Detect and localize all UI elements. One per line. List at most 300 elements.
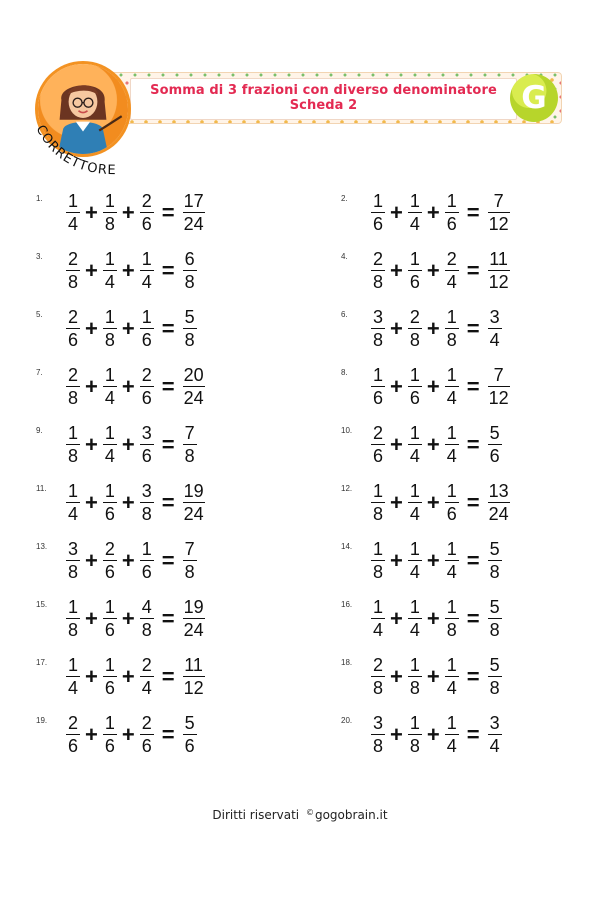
fraction-bar (445, 212, 459, 213)
problem-number: 18. (341, 658, 353, 667)
second-fraction-numerator: 1 (104, 307, 115, 327)
fraction-bar (140, 212, 154, 213)
result-fraction-numerator: 5 (489, 539, 500, 559)
fraction-bar (488, 502, 510, 503)
equals-sign: = (161, 663, 175, 689)
fraction-expression (66, 540, 197, 581)
result-fraction-numerator: 6 (184, 249, 195, 269)
first-fraction-denominator: 6 (372, 214, 383, 235)
result-fraction (183, 598, 205, 639)
plus-sign: + (426, 489, 440, 515)
third-fraction-denominator: 4 (446, 388, 457, 409)
second-fraction-numerator: 1 (104, 597, 115, 617)
third-fraction (140, 250, 154, 291)
fraction-expression (371, 714, 502, 755)
third-fraction-numerator: 1 (446, 365, 457, 385)
result-fraction (183, 192, 205, 233)
teacher-avatar-icon (38, 64, 128, 154)
third-fraction-denominator: 4 (446, 562, 457, 583)
equals-sign: = (466, 721, 480, 747)
fraction-bar (445, 270, 459, 271)
first-fraction (66, 192, 80, 233)
first-fraction-numerator: 1 (372, 481, 383, 501)
fraction-bar (445, 386, 459, 387)
result-fraction-numerator: 7 (493, 191, 504, 211)
result-fraction-denominator: 4 (489, 330, 500, 351)
fraction-bar (408, 270, 422, 271)
plus-sign: + (121, 547, 135, 573)
third-fraction-denominator: 6 (141, 214, 152, 235)
fraction-expression (66, 482, 205, 523)
equals-sign: = (466, 605, 480, 631)
second-fraction-denominator: 4 (409, 446, 420, 467)
second-fraction (103, 424, 117, 465)
second-fraction (103, 656, 117, 697)
fraction-bar (103, 328, 117, 329)
plus-sign: + (390, 605, 403, 631)
fraction-bar (183, 444, 197, 445)
second-fraction-numerator: 1 (104, 249, 115, 269)
result-fraction-numerator: 19 (183, 481, 204, 501)
plus-sign: + (426, 663, 440, 689)
second-fraction-numerator: 1 (409, 597, 420, 617)
third-fraction-numerator: 4 (141, 597, 152, 617)
result-fraction (488, 308, 502, 349)
problem-item (36, 365, 341, 409)
plus-sign: + (390, 721, 403, 747)
problem-number: 2. (341, 194, 348, 203)
fraction-expression (371, 192, 510, 233)
fraction-bar (445, 444, 459, 445)
fraction-bar (140, 270, 154, 271)
equals-sign: = (161, 199, 175, 225)
third-fraction-numerator: 1 (141, 307, 152, 327)
fraction-bar (66, 212, 80, 213)
fraction-bar (140, 734, 154, 735)
plus-sign: + (85, 315, 98, 341)
second-fraction-denominator: 8 (104, 330, 115, 351)
first-fraction-denominator: 8 (372, 330, 383, 351)
fraction-bar (103, 618, 117, 619)
worksheet-subtitle: Scheda 2 (289, 98, 358, 113)
third-fraction-denominator: 6 (141, 388, 152, 409)
svg-text:CORRETTORE: CORRETTORE (32, 122, 117, 179)
footer-site-text: gogobrain.it (314, 808, 388, 822)
problem-item (36, 655, 341, 699)
third-fraction (140, 366, 154, 407)
plus-sign: + (121, 721, 135, 747)
result-fraction-denominator: 8 (184, 272, 195, 293)
third-fraction (140, 656, 154, 697)
problem-number: 12. (341, 484, 353, 493)
fraction-expression (371, 308, 502, 349)
plus-sign: + (426, 199, 440, 225)
result-fraction (488, 424, 502, 465)
third-fraction (445, 424, 459, 465)
result-fraction-numerator: 17 (183, 191, 204, 211)
plus-sign: + (85, 547, 98, 573)
worksheet-title: Somma di 3 frazioni con diverso denominatore (150, 83, 497, 99)
problem-number: 5. (36, 310, 43, 319)
problem-number: 19. (36, 716, 48, 725)
third-fraction-denominator: 4 (446, 272, 457, 293)
first-fraction-denominator: 4 (67, 678, 78, 699)
fraction-bar (488, 734, 502, 735)
fraction-bar (408, 444, 422, 445)
fraction-bar (140, 560, 154, 561)
first-fraction (66, 598, 80, 639)
problem-item (36, 307, 341, 351)
fraction-bar (103, 560, 117, 561)
second-fraction (103, 250, 117, 291)
third-fraction-numerator: 1 (141, 249, 152, 269)
result-fraction-denominator: 8 (184, 446, 195, 467)
equals-sign: = (466, 199, 480, 225)
fraction-bar (183, 386, 205, 387)
first-fraction-denominator: 8 (372, 504, 383, 525)
fraction-bar (371, 676, 385, 677)
second-fraction (408, 540, 422, 581)
first-fraction-denominator: 8 (372, 562, 383, 583)
third-fraction (445, 366, 459, 407)
plus-sign: + (390, 315, 403, 341)
fraction-bar (183, 676, 205, 677)
fraction-bar (103, 386, 117, 387)
title-banner (130, 78, 517, 120)
equals-sign: = (466, 257, 480, 283)
third-fraction (445, 656, 459, 697)
fraction-bar (66, 618, 80, 619)
problem-number: 8. (341, 368, 348, 377)
copyright-footer (0, 808, 600, 822)
second-fraction (103, 366, 117, 407)
second-fraction-denominator: 4 (104, 388, 115, 409)
fraction-bar (66, 386, 80, 387)
equals-sign: = (161, 373, 175, 399)
second-fraction-denominator: 8 (409, 330, 420, 351)
plus-sign: + (85, 199, 98, 225)
second-fraction-denominator: 8 (409, 736, 420, 757)
result-fraction (488, 714, 502, 755)
second-fraction-numerator: 1 (409, 423, 420, 443)
equals-sign: = (161, 315, 175, 341)
second-fraction-denominator: 6 (104, 620, 115, 641)
first-fraction-denominator: 8 (67, 388, 78, 409)
result-fraction-denominator: 24 (488, 504, 509, 525)
third-fraction-denominator: 4 (446, 736, 457, 757)
second-fraction (408, 308, 422, 349)
problem-number: 9. (36, 426, 43, 435)
g-logo-letter: G (521, 80, 547, 116)
first-fraction-denominator: 8 (372, 736, 383, 757)
first-fraction-denominator: 8 (372, 678, 383, 699)
third-fraction-denominator: 8 (446, 620, 457, 641)
result-fraction-numerator: 20 (183, 365, 204, 385)
second-fraction-numerator: 1 (409, 713, 420, 733)
result-fraction-denominator: 8 (489, 562, 500, 583)
first-fraction-denominator: 4 (372, 620, 383, 641)
third-fraction-numerator: 2 (141, 655, 152, 675)
third-fraction-numerator: 1 (446, 191, 457, 211)
problem-number: 11. (36, 484, 47, 493)
equals-sign: = (161, 489, 175, 515)
equals-sign: = (466, 315, 480, 341)
result-fraction-numerator: 19 (183, 597, 204, 617)
first-fraction-denominator: 8 (67, 562, 78, 583)
fraction-bar (371, 212, 385, 213)
problem-number: 16. (341, 600, 353, 609)
first-fraction (371, 424, 385, 465)
first-fraction (66, 482, 80, 523)
fraction-bar (66, 734, 80, 735)
first-fraction (66, 540, 80, 581)
first-fraction-numerator: 2 (67, 249, 78, 269)
first-fraction-denominator: 8 (372, 272, 383, 293)
fraction-bar (183, 734, 197, 735)
plus-sign: + (121, 605, 135, 631)
fraction-bar (488, 560, 502, 561)
plus-sign: + (426, 431, 440, 457)
first-fraction-numerator: 2 (372, 655, 383, 675)
second-fraction (103, 598, 117, 639)
plus-sign: + (121, 199, 135, 225)
fraction-bar (488, 618, 502, 619)
result-fraction (488, 482, 510, 523)
fraction-bar (371, 444, 385, 445)
result-fraction (183, 656, 205, 697)
fraction-bar (488, 676, 502, 677)
result-fraction-denominator: 24 (183, 504, 204, 525)
result-fraction-denominator: 6 (489, 446, 500, 467)
result-fraction-numerator: 11 (489, 249, 508, 269)
fraction-expression (66, 424, 197, 465)
result-fraction-numerator: 5 (489, 423, 500, 443)
second-fraction-numerator: 1 (409, 481, 420, 501)
fraction-bar (488, 444, 502, 445)
fraction-bar (183, 618, 205, 619)
problem-item (341, 307, 556, 351)
problem-item (341, 481, 556, 525)
problem-number: 14. (341, 542, 353, 551)
fraction-bar (140, 386, 154, 387)
second-fraction-numerator: 1 (409, 191, 420, 211)
fraction-expression (66, 366, 205, 407)
second-fraction-numerator: 1 (409, 539, 420, 559)
result-fraction-denominator: 12 (488, 272, 509, 293)
result-fraction-denominator: 8 (184, 562, 195, 583)
fraction-bar (408, 618, 422, 619)
first-fraction-numerator: 1 (372, 597, 383, 617)
second-fraction-numerator: 2 (409, 307, 420, 327)
result-fraction-denominator: 12 (488, 388, 509, 409)
second-fraction-numerator: 1 (409, 365, 420, 385)
second-fraction (408, 598, 422, 639)
plus-sign: + (121, 431, 135, 457)
first-fraction-numerator: 1 (67, 597, 78, 617)
fraction-bar (445, 676, 459, 677)
result-fraction (488, 192, 510, 233)
fraction-expression (371, 424, 502, 465)
fraction-bar (66, 560, 80, 561)
plus-sign: + (426, 257, 440, 283)
second-fraction (408, 250, 422, 291)
problem-item (36, 597, 341, 641)
first-fraction (371, 250, 385, 291)
first-fraction-denominator: 6 (372, 388, 383, 409)
worksheet-header (32, 60, 572, 179)
equals-sign: = (466, 431, 480, 457)
result-fraction (183, 540, 197, 581)
result-fraction-denominator: 12 (488, 214, 509, 235)
fraction-bar (66, 270, 80, 271)
problem-number: 20. (341, 716, 353, 725)
third-fraction-denominator: 6 (141, 330, 152, 351)
problem-number: 17. (36, 658, 48, 667)
fraction-bar (408, 212, 422, 213)
result-fraction (488, 540, 502, 581)
fraction-bar (445, 560, 459, 561)
second-fraction-denominator: 8 (104, 214, 115, 235)
second-fraction-denominator: 4 (104, 446, 115, 467)
second-fraction-denominator: 4 (409, 620, 420, 641)
second-fraction (103, 714, 117, 755)
problem-item (36, 481, 341, 525)
third-fraction (445, 308, 459, 349)
fraction-bar (445, 502, 459, 503)
result-fraction-denominator: 24 (183, 620, 204, 641)
plus-sign: + (390, 489, 403, 515)
plus-sign: + (390, 547, 403, 573)
third-fraction (140, 308, 154, 349)
equals-sign: = (161, 431, 175, 457)
second-fraction-numerator: 1 (104, 365, 115, 385)
first-fraction (371, 192, 385, 233)
copyright-symbol: © (305, 808, 314, 817)
problem-number: 3. (36, 252, 43, 261)
plus-sign: + (85, 489, 98, 515)
first-fraction (371, 540, 385, 581)
second-fraction (408, 192, 422, 233)
second-fraction (103, 308, 117, 349)
third-fraction (140, 714, 154, 755)
first-fraction-numerator: 1 (372, 191, 383, 211)
second-fraction (103, 540, 117, 581)
problem-item (341, 539, 556, 583)
fraction-bar (408, 502, 422, 503)
problem-item (341, 249, 556, 293)
third-fraction-denominator: 6 (141, 446, 152, 467)
second-fraction-numerator: 1 (409, 249, 420, 269)
equals-sign: = (466, 373, 480, 399)
third-fraction-denominator: 6 (446, 214, 457, 235)
result-fraction-numerator: 13 (488, 481, 509, 501)
problem-item (341, 713, 556, 757)
first-fraction (371, 598, 385, 639)
fraction-bar (408, 734, 422, 735)
third-fraction (445, 192, 459, 233)
problem-item (36, 539, 341, 583)
result-fraction (488, 656, 502, 697)
second-fraction-denominator: 4 (104, 272, 115, 293)
result-fraction-denominator: 12 (183, 678, 204, 699)
second-fraction-numerator: 1 (409, 655, 420, 675)
third-fraction-denominator: 8 (446, 330, 457, 351)
second-fraction-denominator: 8 (409, 678, 420, 699)
fraction-expression (371, 540, 502, 581)
third-fraction (140, 540, 154, 581)
plus-sign: + (426, 605, 440, 631)
result-fraction-denominator: 8 (489, 620, 500, 641)
plus-sign: + (390, 257, 403, 283)
first-fraction (371, 308, 385, 349)
first-fraction-numerator: 2 (67, 307, 78, 327)
second-fraction-denominator: 6 (409, 388, 420, 409)
second-fraction-denominator: 6 (104, 562, 115, 583)
result-fraction-numerator: 3 (489, 307, 500, 327)
result-fraction (488, 250, 510, 291)
first-fraction (66, 656, 80, 697)
fraction-expression (66, 192, 205, 233)
plus-sign: + (85, 431, 98, 457)
second-fraction-denominator: 6 (104, 678, 115, 699)
problem-item (341, 655, 556, 699)
fraction-expression (371, 482, 510, 523)
plus-sign: + (426, 373, 440, 399)
first-fraction (371, 656, 385, 697)
result-fraction-denominator: 8 (489, 678, 500, 699)
result-fraction-numerator: 3 (489, 713, 500, 733)
third-fraction-numerator: 1 (446, 713, 457, 733)
third-fraction (140, 424, 154, 465)
third-fraction-numerator: 1 (446, 597, 457, 617)
third-fraction-numerator: 3 (141, 423, 152, 443)
second-fraction (103, 192, 117, 233)
fraction-bar (371, 502, 385, 503)
first-fraction (66, 250, 80, 291)
problem-number: 7. (36, 368, 43, 377)
fraction-bar (140, 502, 154, 503)
third-fraction-numerator: 2 (446, 249, 457, 269)
second-fraction-denominator: 4 (409, 562, 420, 583)
third-fraction-denominator: 4 (141, 272, 152, 293)
fraction-expression (66, 656, 205, 697)
result-fraction-numerator: 11 (184, 655, 203, 675)
first-fraction-denominator: 4 (67, 504, 78, 525)
plus-sign: + (426, 547, 440, 573)
problem-number: 13. (36, 542, 48, 551)
result-fraction-numerator: 5 (184, 307, 195, 327)
fraction-expression (66, 308, 197, 349)
third-fraction-denominator: 4 (446, 446, 457, 467)
plus-sign: + (390, 431, 403, 457)
first-fraction (66, 424, 80, 465)
fraction-bar (371, 560, 385, 561)
equals-sign: = (161, 257, 175, 283)
third-fraction-denominator: 8 (141, 504, 152, 525)
first-fraction-denominator: 8 (67, 272, 78, 293)
fraction-bar (371, 328, 385, 329)
plus-sign: + (426, 315, 440, 341)
fraction-expression (371, 598, 502, 639)
result-fraction (183, 308, 197, 349)
first-fraction (371, 366, 385, 407)
third-fraction-numerator: 1 (446, 655, 457, 675)
result-fraction-denominator: 8 (184, 330, 195, 351)
fraction-bar (371, 618, 385, 619)
equals-sign: = (466, 663, 480, 689)
problem-number: 6. (341, 310, 348, 319)
result-fraction (183, 250, 197, 291)
